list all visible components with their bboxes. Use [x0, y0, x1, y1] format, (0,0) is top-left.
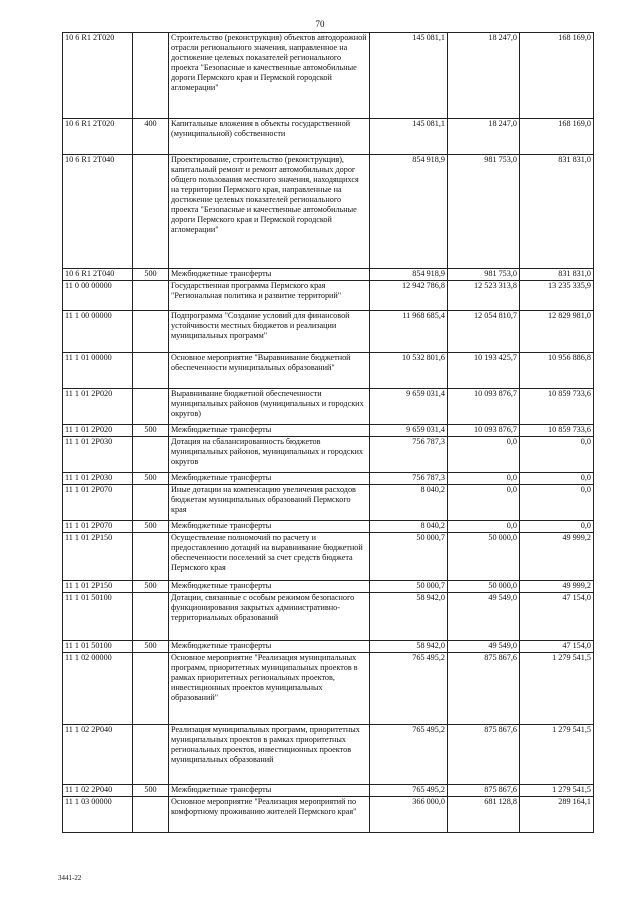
- cell-amount-2: 875 867,6: [448, 785, 520, 797]
- cell-code: 10 6 R1 2T020: [63, 119, 133, 155]
- cell-amount-3: 1 279 541,5: [520, 725, 594, 785]
- cell-name: Межбюджетные трансферты: [169, 269, 370, 281]
- cell-code: 11 1 01 50100: [63, 641, 133, 653]
- cell-vr: 500: [133, 581, 169, 593]
- cell-vr: [133, 311, 169, 353]
- cell-vr: 500: [133, 521, 169, 533]
- cell-amount-2: 0,0: [448, 437, 520, 473]
- cell-vr: 500: [133, 473, 169, 485]
- cell-amount-1: 58 942,0: [370, 641, 448, 653]
- table-row: [63, 281, 594, 311]
- cell-amount-2: 50 000,0: [448, 533, 520, 581]
- table-row: [63, 311, 594, 353]
- cell-name: Дотации, связанные с особым режимом безопасного функционирования закрытых административно-территориальных образований: [169, 593, 370, 641]
- table-row: [63, 533, 594, 581]
- cell-code: 11 1 02 2P040: [63, 785, 133, 797]
- cell-name: Основное мероприятие "Реализация муниципальных программ, приоритетных муниципальных проектов в рамках приоритетных региональных проектов, инвестиционных проектов муниципальных образований": [169, 653, 370, 725]
- cell-amount-3: 0,0: [520, 437, 594, 473]
- cell-code: 11 0 00 00000: [63, 281, 133, 311]
- table-row: [63, 437, 594, 473]
- cell-amount-2: 10 093 876,7: [448, 389, 520, 425]
- table-row: [63, 653, 594, 725]
- cell-amount-2: 0,0: [448, 485, 520, 521]
- table-row: [63, 581, 594, 593]
- cell-code: 11 1 03 00000: [63, 797, 133, 833]
- cell-amount-2: 0,0: [448, 521, 520, 533]
- cell-code: 11 1 01 2P070: [63, 485, 133, 521]
- cell-code: 11 1 01 2P070: [63, 521, 133, 533]
- cell-amount-1: 756 787,3: [370, 473, 448, 485]
- cell-amount-3: 0,0: [520, 521, 594, 533]
- cell-code: 11 1 01 2P030: [63, 473, 133, 485]
- cell-name: Основное мероприятие "Реализация мероприятий по комфортному проживанию жителей Пермского края": [169, 797, 370, 833]
- table-row: [63, 119, 594, 155]
- cell-code: 10 6 R1 2T020: [63, 33, 133, 119]
- table-row: [63, 155, 594, 269]
- cell-amount-2: 981 753,0: [448, 155, 520, 269]
- cell-amount-2: 0,0: [448, 473, 520, 485]
- table-row: [63, 785, 594, 797]
- cell-amount-2: 875 867,6: [448, 725, 520, 785]
- table-row: [63, 269, 594, 281]
- cell-amount-2: 681 128,8: [448, 797, 520, 833]
- table-row: [63, 797, 594, 833]
- cell-name: Капитальные вложения в объекты государственной (муниципальной) собственности: [169, 119, 370, 155]
- cell-amount-3: 168 169,0: [520, 119, 594, 155]
- cell-amount-1: 756 787,3: [370, 437, 448, 473]
- cell-name: Строительство (реконструкция) объектов автодорожной отрасли регионального значения, направленное на достижение целевых показателей регионального проекта "Безопасные и качественные автомобильные дороги Пермского края и Пермской городской агломерации": [169, 33, 370, 119]
- cell-vr: [133, 281, 169, 311]
- cell-name: Межбюджетные трансферты: [169, 785, 370, 797]
- cell-amount-3: 1 279 541,5: [520, 653, 594, 725]
- cell-vr: [133, 533, 169, 581]
- cell-amount-1: 50 000,7: [370, 581, 448, 593]
- cell-name: Государственная программа Пермского края "Региональная политика и развитие территорий": [169, 281, 370, 311]
- cell-name: Осуществление полномочий по расчету и предоставлению дотаций на выравнивание бюджетной обеспеченности поселений за счет средств бюджета Пермского края: [169, 533, 370, 581]
- cell-amount-3: 831 831,0: [520, 155, 594, 269]
- cell-amount-3: 0,0: [520, 473, 594, 485]
- cell-code: 11 1 01 2P030: [63, 437, 133, 473]
- cell-name: Подпрограмма "Создание условий для финансовой устойчивости местных бюджетов и реализации муниципальных программ": [169, 311, 370, 353]
- cell-amount-3: 168 169,0: [520, 33, 594, 119]
- cell-vr: [133, 389, 169, 425]
- cell-amount-2: 875 867,6: [448, 653, 520, 725]
- cell-vr: 400: [133, 119, 169, 155]
- table-row: [63, 389, 594, 425]
- cell-name: Основное мероприятие "Выравнивание бюджетной обеспеченности муниципальных образований": [169, 353, 370, 389]
- cell-amount-3: 10 859 733,6: [520, 389, 594, 425]
- table-row: [63, 33, 594, 119]
- cell-amount-2: 12 054 810,7: [448, 311, 520, 353]
- cell-vr: [133, 437, 169, 473]
- cell-code: 11 1 01 2P150: [63, 533, 133, 581]
- cell-vr: 500: [133, 425, 169, 437]
- cell-vr: 500: [133, 641, 169, 653]
- cell-code: 11 1 01 2P150: [63, 581, 133, 593]
- cell-amount-3: 47 154,0: [520, 593, 594, 641]
- cell-amount-1: 50 000,7: [370, 533, 448, 581]
- cell-amount-1: 765 495,2: [370, 725, 448, 785]
- table-row: [63, 641, 594, 653]
- table-row: [63, 725, 594, 785]
- cell-code: 11 1 02 00000: [63, 653, 133, 725]
- table-row: [63, 593, 594, 641]
- cell-amount-2: 18 247,0: [448, 119, 520, 155]
- cell-code: 10 6 R1 2T040: [63, 155, 133, 269]
- cell-code: 11 1 01 2P020: [63, 425, 133, 437]
- cell-amount-1: 854 918,9: [370, 269, 448, 281]
- cell-amount-1: 854 918,9: [370, 155, 448, 269]
- cell-amount-2: 50 000,0: [448, 581, 520, 593]
- cell-name: Дотация на сбалансированность бюджетов муниципальных районов, муниципальных и городских округов: [169, 437, 370, 473]
- cell-name: Межбюджетные трансферты: [169, 473, 370, 485]
- cell-name: Межбюджетные трансферты: [169, 581, 370, 593]
- cell-name: Межбюджетные трансферты: [169, 521, 370, 533]
- cell-amount-3: 49 999,2: [520, 581, 594, 593]
- cell-amount-1: 9 659 031,4: [370, 425, 448, 437]
- cell-amount-1: 12 942 786,8: [370, 281, 448, 311]
- cell-amount-3: 47 154,0: [520, 641, 594, 653]
- cell-vr: [133, 653, 169, 725]
- cell-code: 11 1 02 2P040: [63, 725, 133, 785]
- budget-table: [62, 32, 594, 833]
- cell-vr: [133, 485, 169, 521]
- cell-vr: [133, 593, 169, 641]
- cell-amount-2: 12 523 313,8: [448, 281, 520, 311]
- cell-vr: 500: [133, 785, 169, 797]
- cell-amount-1: 8 040,2: [370, 521, 448, 533]
- cell-code: 11 1 01 50100: [63, 593, 133, 641]
- cell-amount-1: 8 040,2: [370, 485, 448, 521]
- table-row: [63, 473, 594, 485]
- cell-amount-3: 10 956 886,8: [520, 353, 594, 389]
- cell-name: Межбюджетные трансферты: [169, 641, 370, 653]
- cell-vr: [133, 725, 169, 785]
- cell-vr: [133, 33, 169, 119]
- cell-amount-2: 10 093 876,7: [448, 425, 520, 437]
- cell-amount-1: 9 659 031,4: [370, 389, 448, 425]
- cell-amount-1: 765 495,2: [370, 653, 448, 725]
- cell-amount-2: 49 549,0: [448, 593, 520, 641]
- cell-amount-3: 831 831,0: [520, 269, 594, 281]
- cell-amount-3: 10 859 733,6: [520, 425, 594, 437]
- cell-amount-2: 49 549,0: [448, 641, 520, 653]
- cell-amount-3: 0,0: [520, 485, 594, 521]
- cell-vr: 500: [133, 269, 169, 281]
- page-number: 70: [315, 19, 325, 29]
- cell-amount-2: 981 753,0: [448, 269, 520, 281]
- table-row: [63, 485, 594, 521]
- cell-amount-3: 49 999,2: [520, 533, 594, 581]
- cell-code: 10 6 R1 2T040: [63, 269, 133, 281]
- table-row: [63, 353, 594, 389]
- cell-amount-3: 13 235 335,9: [520, 281, 594, 311]
- cell-code: 11 1 01 2P020: [63, 389, 133, 425]
- cell-amount-2: 10 193 425,7: [448, 353, 520, 389]
- cell-vr: [133, 155, 169, 269]
- cell-amount-1: 366 000,0: [370, 797, 448, 833]
- cell-name: Межбюджетные трансферты: [169, 425, 370, 437]
- cell-amount-3: 12 829 981,0: [520, 311, 594, 353]
- table-row: [63, 425, 594, 437]
- cell-amount-1: 765 495,2: [370, 785, 448, 797]
- cell-amount-2: 18 247,0: [448, 33, 520, 119]
- cell-amount-3: 289 164,1: [520, 797, 594, 833]
- cell-amount-3: 1 279 541,5: [520, 785, 594, 797]
- table-row: [63, 521, 594, 533]
- cell-amount-1: 11 968 685,4: [370, 311, 448, 353]
- cell-code: 11 1 01 00000: [63, 353, 133, 389]
- cell-amount-1: 10 532 801,6: [370, 353, 448, 389]
- cell-code: 11 1 00 00000: [63, 311, 133, 353]
- cell-vr: [133, 797, 169, 833]
- cell-amount-1: 145 081,1: [370, 119, 448, 155]
- cell-vr: [133, 353, 169, 389]
- document-id: 3441-22: [58, 874, 82, 882]
- cell-amount-1: 145 081,1: [370, 33, 448, 119]
- cell-name: Иные дотации на компенсацию увеличения расходов бюджетам муниципальных образований Пермского края: [169, 485, 370, 521]
- cell-amount-1: 58 942,0: [370, 593, 448, 641]
- cell-name: Проектирование, строительство (реконструкция), капитальный ремонт и ремонт автомобильных дорог общего пользования местного значения, находящихся на территории Пермского края, направленные на достижение целевых показателей регионального проекта "Безопасные и качественные автомобильные дороги Пермского края и Пермской городской агломерации": [169, 155, 370, 269]
- cell-name: Реализация муниципальных программ, приоритетных муниципальных проектов в рамках приоритетных региональных проектов, инвестиционных проектов муниципальных образований: [169, 725, 370, 785]
- cell-name: Выравнивание бюджетной обеспеченности муниципальных районов (муниципальных и городских округов): [169, 389, 370, 425]
